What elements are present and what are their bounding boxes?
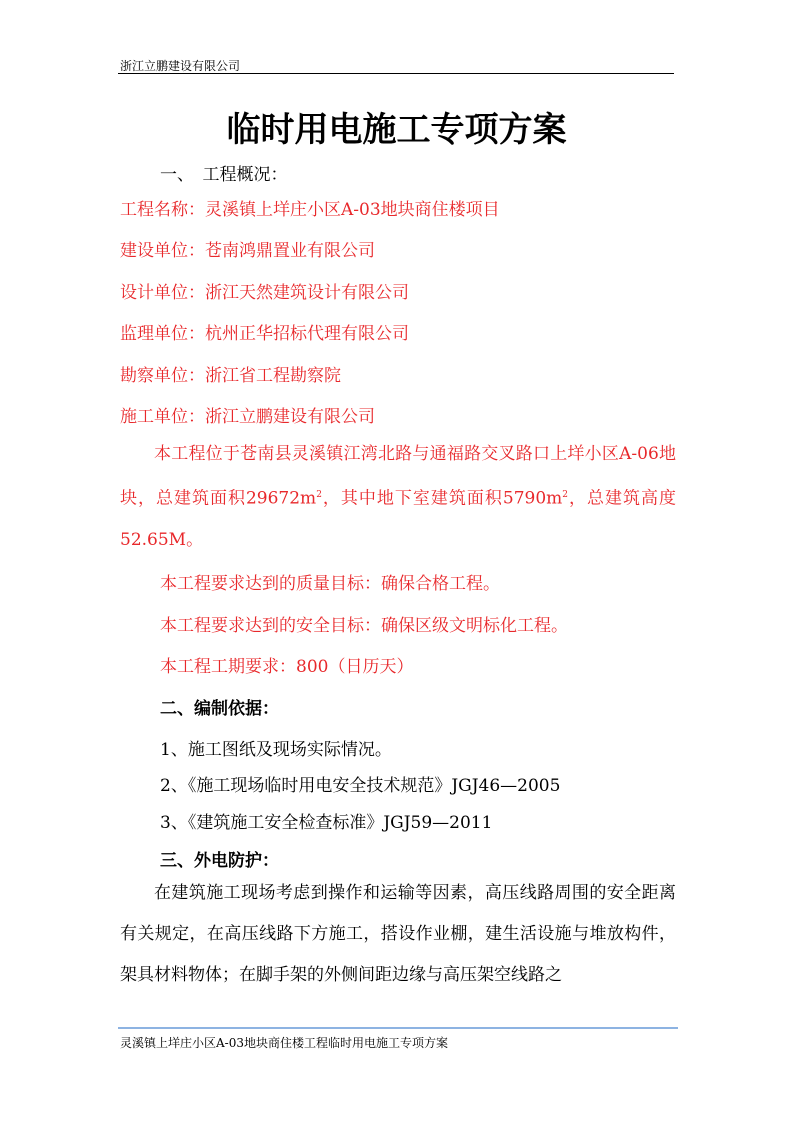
project-name: 工程名称：灵溪镇上垟庄小区A-03地块商住楼项目 bbox=[120, 200, 500, 220]
duration-requirement: 本工程工期要求：800（日历天） bbox=[160, 657, 414, 677]
quality-goal: 本工程要求达到的质量目标：确保合格工程。 bbox=[160, 574, 500, 594]
footer-divider bbox=[118, 1027, 678, 1029]
section3-heading: 三、外电防护： bbox=[160, 851, 279, 871]
header-divider bbox=[118, 73, 674, 74]
design-unit: 设计单位：浙江天然建筑设计有限公司 bbox=[120, 283, 409, 303]
basis-item-1: 1、施工图纸及现场实际情况。 bbox=[160, 740, 392, 760]
section2-heading: 二、编制依据： bbox=[160, 699, 279, 719]
basis-item-3: 3、《建筑施工安全检查标准》JGJ59—2011 bbox=[160, 813, 493, 833]
construction-unit: 施工单位：浙江立鹏建设有限公司 bbox=[120, 407, 375, 427]
owner-unit: 建设单位：苍南鸿鼎置业有限公司 bbox=[120, 241, 375, 261]
supervision-unit: 监理单位：杭州正华招标代理有限公司 bbox=[120, 324, 409, 344]
external-power-paragraph: 在建筑施工现场考虑到操作和运输等因素，高压线路周围的安全距离有关规定，在高压线路下方施工，搭设作业棚，建生活设施与堆放构件，架具材料物体；在脚手架的外侧间距边缘与高压架空线路之 bbox=[120, 883, 676, 985]
survey-unit: 勘察单位：浙江省工程勘察院 bbox=[120, 366, 341, 386]
section1-heading: 一、 工程概况： bbox=[160, 165, 288, 185]
header-company: 浙江立鹏建设有限公司 bbox=[120, 59, 241, 73]
basis-item-2: 2、《施工现场临时用电安全技术规范》JGJ46—2005 bbox=[160, 776, 561, 796]
project-description: 本工程位于苍南县灵溪镇江湾北路与通福路交叉路口上垟小区A-06地块，总建筑面积$29672m^2$，其中地下室建筑面积$5790m^2$，总建筑高度52.65M。 bbox=[120, 444, 676, 550]
footer-text: 灵溪镇上垟庄小区A-03地块商住楼工程临时用电施工专项方案 bbox=[120, 1036, 448, 1050]
safety-goal: 本工程要求达到的安全目标：确保区级文明标化工程。 bbox=[160, 616, 568, 636]
document-title: 临时用电施工专项方案 bbox=[226, 110, 567, 150]
